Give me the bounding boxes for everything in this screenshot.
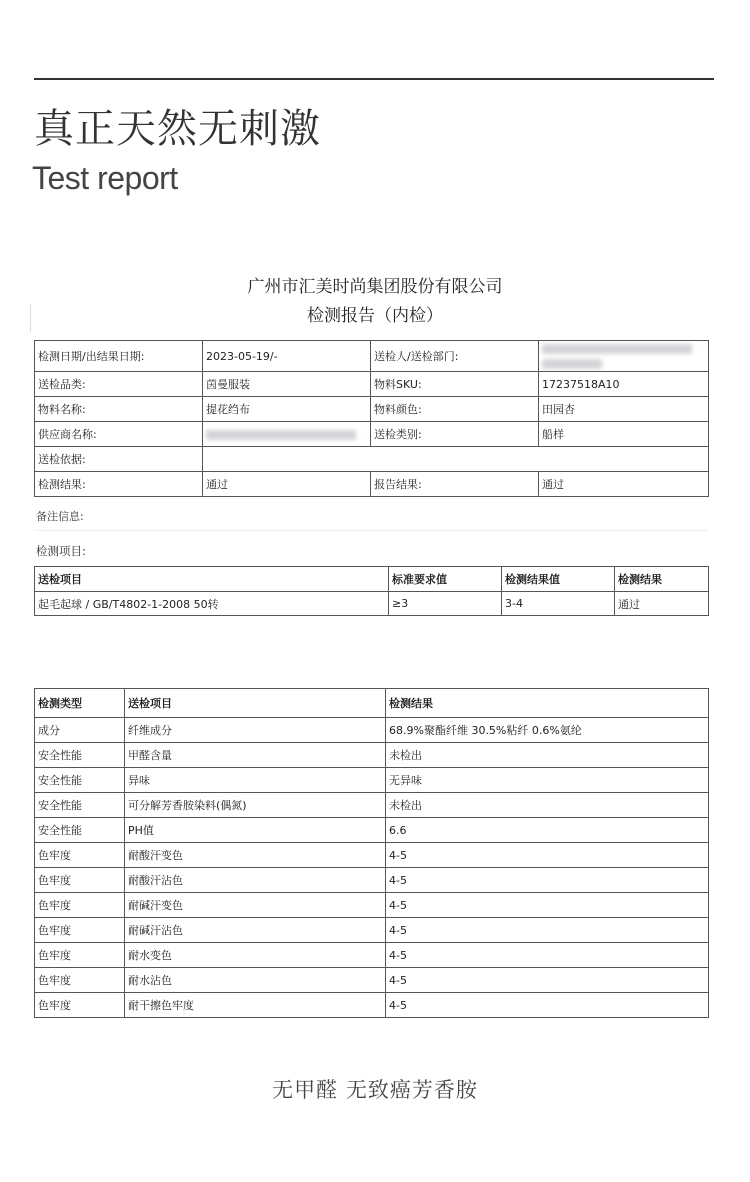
table-cell: 纤维成分 (125, 718, 386, 743)
column-header: 检测结果值 (502, 567, 615, 592)
meta-label: 送检品类: (35, 372, 203, 397)
table-row (35, 943, 709, 968)
table-cell: 色牢度 (35, 893, 125, 918)
meta-row (35, 472, 709, 497)
meta-value: 通过 (539, 472, 709, 497)
table-row (35, 718, 709, 743)
table-cell: 成分 (35, 718, 125, 743)
table-cell: 4-5 (386, 943, 709, 968)
table-cell: 耐水变色 (125, 943, 386, 968)
table-row (35, 793, 709, 818)
table-cell: 未检出 (386, 793, 709, 818)
meta-label: 物料颜色: (371, 397, 539, 422)
table-cell: 耐碱汗变色 (125, 893, 386, 918)
meta-value: 提花绉布 (203, 397, 371, 422)
table-header-row (35, 689, 709, 718)
table-cell: 3-4 (502, 592, 615, 616)
meta-label: 送检类别: (371, 422, 539, 447)
meta-value: 2023-05-19/- (203, 341, 371, 372)
column-header: 标准要求值 (389, 567, 502, 592)
meta-label: 物料SKU: (371, 372, 539, 397)
table-row (35, 893, 709, 918)
table-cell: 安全性能 (35, 768, 125, 793)
hero-title: 真正天然无刺激 (34, 106, 321, 152)
meta-label: 送检人/送检部门: (371, 341, 539, 372)
items-label: 检测项目: (36, 544, 86, 558)
table-cell: 安全性能 (35, 793, 125, 818)
meta-value: 田园杏 (539, 397, 709, 422)
table-header-row (35, 567, 709, 592)
meta-label: 检测结果: (35, 472, 203, 497)
column-header: 检测类型 (35, 689, 125, 718)
meta-value-empty (203, 447, 709, 472)
column-header: 送检项目 (35, 567, 389, 592)
table-row (35, 818, 709, 843)
table-cell: 未检出 (386, 743, 709, 768)
top-divider (34, 78, 714, 80)
redaction-blur (542, 344, 705, 369)
meta-value: 通过 (203, 472, 371, 497)
table-cell: 色牢度 (35, 918, 125, 943)
table-cell: 耐干擦色牢度 (125, 993, 386, 1018)
remark-divider (34, 530, 708, 531)
table-cell: 耐酸汗变色 (125, 843, 386, 868)
meta-value: 17237518A10 (539, 372, 709, 397)
table-cell: ≥3 (389, 592, 502, 616)
table-cell: 可分解芳香胺染料(偶氮) (125, 793, 386, 818)
company-name: 广州市汇美时尚集团股份有限公司 (247, 277, 503, 297)
table-cell: 安全性能 (35, 818, 125, 843)
table-cell: 起毛起球 / GB/T4802-1-2008 50转 (35, 592, 389, 616)
table-row (35, 868, 709, 893)
standard-table (34, 566, 709, 616)
table-cell: 安全性能 (35, 743, 125, 768)
table-row (35, 843, 709, 868)
meta-row (35, 447, 709, 472)
column-header: 检测结果 (615, 567, 709, 592)
table-cell: 色牢度 (35, 993, 125, 1018)
table-cell: 色牢度 (35, 868, 125, 893)
report-title: 检测报告（内检） (307, 306, 443, 326)
table-cell: 无异味 (386, 768, 709, 793)
column-header: 送检项目 (125, 689, 386, 718)
table-cell: PH值 (125, 818, 386, 843)
table-cell: 4-5 (386, 843, 709, 868)
meta-value: 茵曼服装 (203, 372, 371, 397)
table-row (35, 968, 709, 993)
table-cell: 4-5 (386, 868, 709, 893)
redacted-value (539, 341, 709, 372)
meta-label: 检测日期/出结果日期: (35, 341, 203, 372)
meta-value: 船样 (539, 422, 709, 447)
meta-row (35, 341, 709, 372)
table-row (35, 993, 709, 1018)
footer-slogan: 无甲醛 无致癌芳香胺 (272, 1078, 478, 1102)
table-cell: 4-5 (386, 918, 709, 943)
meta-row (35, 397, 709, 422)
meta-row (35, 372, 709, 397)
report-meta-table (34, 340, 709, 497)
table-cell: 4-5 (386, 893, 709, 918)
table-cell: 色牢度 (35, 968, 125, 993)
table-cell: 耐碱汗沾色 (125, 918, 386, 943)
table-cell: 色牢度 (35, 943, 125, 968)
results-table (34, 688, 709, 1018)
table-cell: 4-5 (386, 993, 709, 1018)
meta-label: 供应商名称: (35, 422, 203, 447)
redacted-value (203, 422, 371, 447)
column-header: 检测结果 (386, 689, 709, 718)
table-cell: 68.9%聚酯纤维 30.5%粘纤 0.6%氨纶 (386, 718, 709, 743)
table-cell: 6.6 (386, 818, 709, 843)
meta-row (35, 422, 709, 447)
table-cell: 4-5 (386, 968, 709, 993)
table-cell: 耐水沾色 (125, 968, 386, 993)
table-row (35, 592, 709, 616)
table-row (35, 768, 709, 793)
table-row (35, 743, 709, 768)
table-cell: 异味 (125, 768, 386, 793)
table-row (35, 918, 709, 943)
remark-label: 备注信息: (36, 510, 84, 523)
meta-label: 送检依据: (35, 447, 203, 472)
meta-label: 物料名称: (35, 397, 203, 422)
table-cell: 甲醛含量 (125, 743, 386, 768)
table-cell: 通过 (615, 592, 709, 616)
table-cell: 色牢度 (35, 843, 125, 868)
hero-subtitle: Test report (32, 160, 178, 196)
redaction-blur (206, 430, 356, 440)
meta-label: 报告结果: (371, 472, 539, 497)
table-cell: 耐酸汗沾色 (125, 868, 386, 893)
